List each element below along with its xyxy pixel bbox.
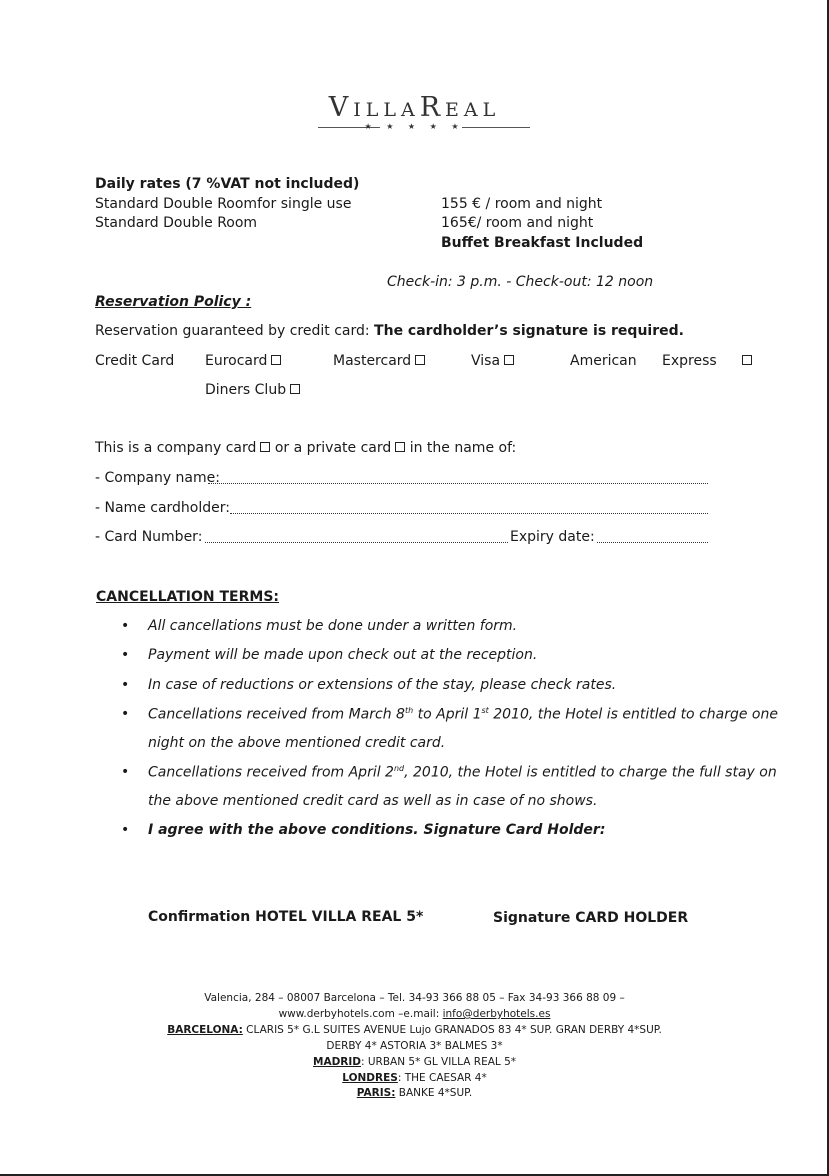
expiry-label: Expiry date: bbox=[510, 529, 595, 545]
guarantee-text: Reservation guaranteed by credit card: bbox=[95, 323, 375, 339]
footer-madrid-label: MADRID bbox=[313, 1056, 361, 1068]
american-express-checkbox[interactable] bbox=[742, 353, 752, 369]
hotel-logo bbox=[0, 92, 829, 123]
cancellation-item-5 bbox=[148, 764, 777, 781]
confirmation-signature-label: Confirmation HOTEL VILLA REAL 5* bbox=[148, 909, 424, 925]
guarantee-bold: The cardholder’s signature is required. bbox=[374, 323, 684, 339]
footer-address: Valencia, 284 – 08007 Barcelona – Tel. 34-93 366 88 05 – Fax 34-93 366 88 09 – bbox=[204, 992, 625, 1004]
item4-sup-st: st bbox=[481, 706, 489, 715]
logo-text: VillaReal bbox=[328, 92, 501, 123]
footer-web: www.derbyhotels.com –e.mail: bbox=[278, 1008, 443, 1020]
item5-part-a: Cancellations received from April 2 bbox=[148, 764, 394, 781]
cancellation-heading: CANCELLATION TERMS: bbox=[96, 589, 280, 605]
footer-londres-hotels: : THE CAESAR 4* bbox=[397, 1072, 487, 1084]
cardholder-signature-label: Signature CARD HOLDER bbox=[493, 910, 689, 926]
card-type-line bbox=[95, 440, 516, 456]
private-card-text: or a private card bbox=[274, 440, 392, 456]
footer-email-link[interactable]: info@derbyhotels.es bbox=[442, 1008, 551, 1020]
card-number-label: - Card Number: bbox=[95, 529, 203, 545]
item5-sup-nd: nd bbox=[393, 764, 405, 773]
bullet-3: • bbox=[121, 677, 130, 693]
logo-stars: ★ ★ ★ ★ ★ bbox=[364, 122, 465, 131]
bullet-1: • bbox=[121, 618, 130, 634]
diners-checkbox[interactable] bbox=[290, 384, 300, 394]
cancellation-item-4 bbox=[148, 706, 778, 723]
mastercard-checkbox[interactable] bbox=[415, 355, 425, 365]
cancellation-item-3: In case of reductions or extensions of the stay, please check rates. bbox=[148, 677, 617, 693]
cancellation-item-6: I agree with the above conditions. Signature Card Holder: bbox=[148, 822, 606, 838]
card-option-eurocard[interactable] bbox=[205, 353, 281, 369]
rate-price-double: 165€/ room and night bbox=[441, 215, 594, 231]
rate-price-single: 155 € / room and night bbox=[441, 196, 603, 212]
mastercard-label: Mastercard bbox=[333, 353, 412, 369]
footer-barcelona-line bbox=[0, 1024, 829, 1036]
card-number-field[interactable] bbox=[205, 542, 508, 543]
footer-paris-hotels: BANKE 4*SUP. bbox=[395, 1087, 473, 1099]
bullet-6: • bbox=[121, 822, 130, 838]
express-label: Express bbox=[662, 353, 717, 369]
cancellation-item-4-line2: night on the above mentioned credit card. bbox=[148, 735, 446, 751]
company-card-text: This is a company card bbox=[95, 440, 257, 456]
eurocard-checkbox[interactable] bbox=[271, 355, 281, 365]
company-name-field[interactable] bbox=[208, 483, 708, 484]
in-name-of-text: in the name of: bbox=[409, 440, 517, 456]
footer-madrid-line bbox=[0, 1056, 829, 1068]
bullet-2: • bbox=[121, 647, 130, 663]
bullet-5: • bbox=[121, 764, 130, 780]
eurocard-label: Eurocard bbox=[205, 353, 268, 369]
footer-londres-line bbox=[0, 1072, 829, 1084]
company-card-checkbox[interactable] bbox=[260, 442, 270, 452]
cancellation-item-1: All cancellations must be done under a written form. bbox=[148, 618, 518, 634]
cardholder-field[interactable] bbox=[230, 513, 708, 514]
visa-label: Visa bbox=[471, 353, 501, 369]
policy-heading: Reservation Policy : bbox=[95, 294, 252, 310]
cancellation-item-5-line2: the above mentioned credit card as well as in case of no shows. bbox=[148, 793, 598, 809]
footer-paris-line bbox=[0, 1087, 829, 1099]
expiry-field[interactable] bbox=[597, 542, 708, 543]
rate-label-single: Standard Double Roomfor single use bbox=[95, 196, 352, 212]
item4-part-b: to April 1 bbox=[413, 706, 482, 723]
private-card-checkbox[interactable] bbox=[395, 442, 405, 452]
footer-madrid-hotels: : URBAN 5* GL VILLA REAL 5* bbox=[361, 1056, 516, 1068]
footer-paris-label: PARIS: bbox=[356, 1087, 396, 1099]
credit-card-label: Credit Card bbox=[95, 353, 175, 369]
bullet-4: • bbox=[121, 706, 130, 722]
breakfast-note: Buffet Breakfast Included bbox=[441, 235, 644, 251]
company-name-label: - Company name: bbox=[95, 470, 220, 486]
footer-londres-label: LONDRES bbox=[342, 1072, 398, 1084]
checkin-times: Check-in: 3 p.m. - Check-out: 12 noon bbox=[387, 274, 654, 290]
card-option-mastercard[interactable] bbox=[333, 353, 425, 369]
rates-heading: Daily rates (7 %VAT not included) bbox=[95, 176, 360, 192]
visa-checkbox[interactable] bbox=[504, 355, 514, 365]
footer-barcelona-hotels: CLARIS 5* G.L SUITES AVENUE Lujo GRANADOS 83 4* SUP. GRAN DERBY 4*SUP. bbox=[242, 1024, 662, 1036]
item5-part-b: , 2010, the Hotel is entitled to charge the full stay on bbox=[404, 764, 777, 781]
rate-label-double: Standard Double Room bbox=[95, 215, 258, 231]
footer-barcelona-hotels-2: DERBY 4* ASTORIA 3* BALMES 3* bbox=[326, 1040, 503, 1052]
card-option-diners[interactable] bbox=[205, 382, 300, 398]
item4-part-a: Cancellations received from March 8 bbox=[148, 706, 405, 723]
footer-barcelona-label: BARCELONA: bbox=[167, 1024, 243, 1036]
guarantee-line bbox=[95, 323, 684, 339]
american-label: American bbox=[570, 353, 637, 369]
cardholder-label: - Name cardholder: bbox=[95, 500, 230, 516]
diners-label: Diners Club bbox=[205, 382, 287, 398]
item4-part-c: 2010, the Hotel is entitled to charge one bbox=[488, 706, 778, 723]
cancellation-item-2: Payment will be made upon check out at the reception. bbox=[148, 647, 538, 663]
card-option-visa[interactable] bbox=[471, 353, 514, 369]
item4-sup-th: th bbox=[404, 706, 414, 715]
amex-box[interactable] bbox=[742, 355, 752, 365]
footer-web-line bbox=[0, 1008, 829, 1020]
